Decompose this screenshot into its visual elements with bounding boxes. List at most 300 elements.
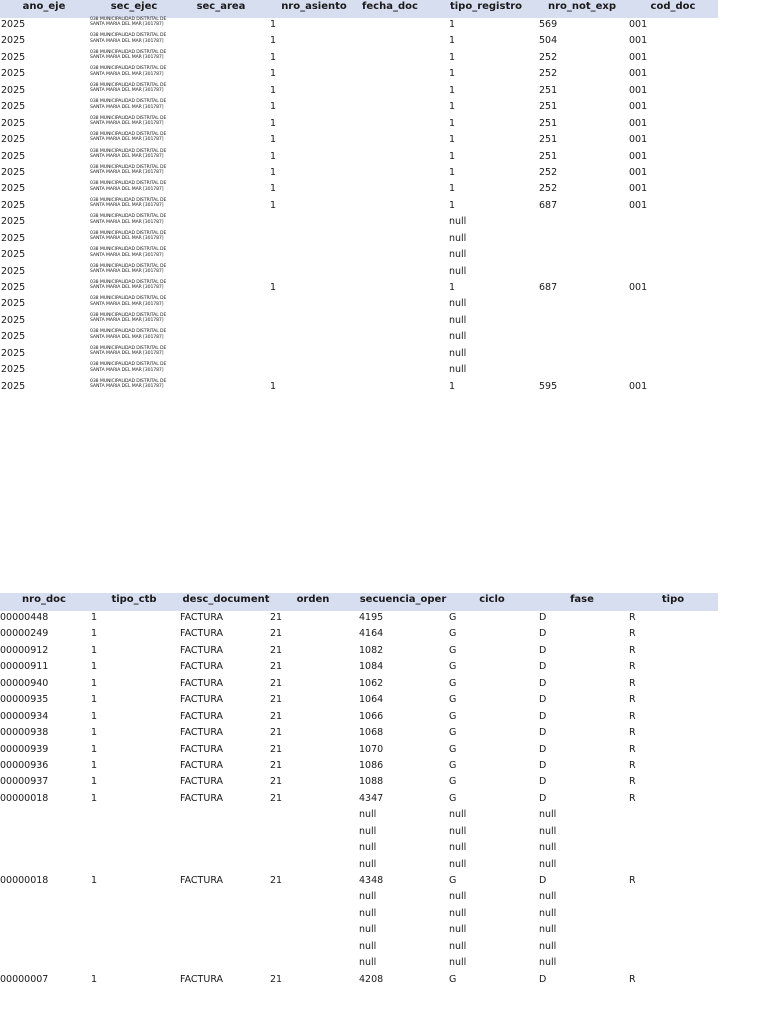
- cell-tipo-ctb: 1: [91, 628, 98, 640]
- cell-orden: 21: [270, 875, 283, 886]
- cell-cod-doc: 001: [629, 380, 648, 392]
- cell-ano-eje: 2025: [1, 314, 26, 326]
- cell-nro-not-exp: 251: [539, 117, 558, 129]
- cell-secuencia-oper: null: [359, 957, 377, 969]
- cell-fase: D: [539, 677, 547, 689]
- cell-nro-doc: 00000939: [0, 743, 49, 755]
- cell-ciclo: G: [449, 677, 457, 689]
- cell-nro-asiento: 1: [270, 84, 277, 96]
- table-row: [0, 841, 718, 857]
- cell-tipo-registro: 1: [449, 282, 456, 293]
- cell-sec-ejec: 038 MUNICIPALIDAD DISTRITAL DE SANTA MARIA DEL MAR [301787]: [90, 247, 167, 258]
- cell-sec-ejec: 038 MUNICIPALIDAD DISTRITAL DE SANTA MARIA DEL MAR [301787]: [90, 115, 167, 127]
- cell-tipo-ctb: 1: [91, 743, 98, 755]
- cell-nro-not-exp: 504: [539, 35, 558, 47]
- cell-ciclo: G: [449, 743, 457, 755]
- table-row: [0, 265, 718, 281]
- column-header-sec-ejec: sec_ejec: [110, 1, 158, 12]
- cell-tipo-registro: 1: [449, 380, 456, 392]
- column-header-tipo-ctb: tipo_ctb: [111, 594, 157, 605]
- table-row: [0, 18, 718, 34]
- cell-orden: 21: [270, 727, 283, 739]
- cell-nro-asiento: 1: [270, 19, 277, 30]
- cell-nro-asiento: 1: [270, 166, 277, 178]
- cell-cod-doc: 001: [629, 166, 648, 178]
- cell-sec-ejec: 038 MUNICIPALIDAD DISTRITAL DE SANTA MARIA DEL MAR [301787]: [90, 17, 167, 28]
- cell-nro-doc: 00000448: [0, 612, 49, 623]
- cell-cod-doc: 001: [629, 35, 648, 47]
- table-row: [0, 248, 718, 264]
- cell-nro-asiento: 1: [270, 35, 277, 47]
- column-header-desc-document: desc_document: [182, 594, 270, 605]
- cell-cod-doc: 001: [629, 150, 648, 162]
- cell-ano-eje: 2025: [1, 150, 26, 162]
- cell-sec-ejec: 038 MUNICIPALIDAD DISTRITAL DE SANTA MARIA DEL MAR [301787]: [90, 296, 167, 307]
- cell-tipo: R: [629, 759, 636, 771]
- cell-nro-doc: 00000934: [0, 710, 49, 722]
- cell-secuencia-oper: 4195: [359, 612, 384, 623]
- cell-orden: 21: [270, 677, 283, 689]
- cell-ano-eje: 2025: [1, 68, 26, 80]
- cell-ano-eje: 2025: [1, 166, 26, 178]
- cell-tipo-registro: 1: [449, 166, 456, 178]
- cell-nro-doc: 00000937: [0, 776, 49, 788]
- table-row: [0, 677, 718, 693]
- cell-sec-ejec: 038 MUNICIPALIDAD DISTRITAL DE SANTA MARIA DEL MAR [301787]: [90, 362, 167, 373]
- table-row: [0, 133, 718, 149]
- cell-nro-not-exp: 251: [539, 84, 558, 96]
- cell-fase: D: [539, 875, 547, 886]
- cell-tipo: R: [629, 677, 636, 689]
- cell-tipo-ctb: 1: [91, 973, 98, 985]
- cell-secuencia-oper: 1064: [359, 694, 384, 706]
- column-header-cod-doc: cod_doc: [650, 1, 696, 12]
- cell-nro-not-exp: 687: [539, 199, 558, 211]
- cell-tipo-registro: 1: [449, 35, 456, 47]
- column-header-nro-not-exp: nro_not_exp: [547, 1, 617, 12]
- bottom-table-body: [0, 611, 718, 989]
- table-row: [0, 84, 718, 100]
- cell-fase: D: [539, 792, 547, 804]
- cell-tipo-registro: 1: [449, 101, 456, 113]
- cell-desc-document: FACTURA: [180, 743, 224, 755]
- table-row: [0, 347, 718, 363]
- cell-ano-eje: 2025: [1, 249, 26, 261]
- table-row: [0, 314, 718, 330]
- table-row: [0, 956, 718, 972]
- top-sheet: [0, 0, 718, 396]
- cell-fase: D: [539, 661, 547, 673]
- cell-ciclo: null: [449, 957, 467, 969]
- cell-fase: null: [539, 957, 557, 969]
- cell-fase: D: [539, 710, 547, 722]
- cell-tipo-ctb: 1: [91, 792, 98, 804]
- cell-desc-document: FACTURA: [180, 694, 224, 706]
- cell-tipo-registro: 1: [449, 19, 456, 30]
- cell-sec-ejec: 038 MUNICIPALIDAD DISTRITAL DE SANTA MARIA DEL MAR [301787]: [90, 82, 167, 94]
- cell-nro-not-exp: 252: [539, 51, 558, 63]
- cell-ciclo: null: [449, 907, 467, 919]
- cell-tipo-registro: null: [449, 298, 467, 310]
- cell-nro-not-exp: 595: [539, 380, 558, 392]
- cell-tipo-ctb: 1: [91, 710, 98, 722]
- table-row: [0, 907, 718, 923]
- cell-fase: D: [539, 743, 547, 755]
- cell-tipo: R: [629, 644, 636, 656]
- cell-nro-doc: 00000912: [0, 644, 49, 656]
- cell-ciclo: G: [449, 710, 457, 722]
- cell-sec-ejec: 038 MUNICIPALIDAD DISTRITAL DE SANTA MARIA DEL MAR [301787]: [90, 66, 167, 77]
- cell-orden: 21: [270, 776, 283, 788]
- column-header-fecha-doc: fecha_doc: [362, 1, 418, 12]
- cell-orden: 21: [270, 759, 283, 771]
- table-row: [0, 150, 718, 166]
- cell-ciclo: null: [449, 825, 467, 837]
- top-table-body: [0, 18, 718, 396]
- table-row: [0, 858, 718, 874]
- table-row: [0, 874, 718, 890]
- cell-desc-document: FACTURA: [180, 776, 224, 788]
- cell-cod-doc: 001: [629, 101, 648, 113]
- cell-tipo: R: [629, 743, 636, 755]
- table-row: [0, 166, 718, 182]
- cell-cod-doc: 001: [629, 282, 648, 293]
- table-row: [0, 330, 718, 346]
- cell-nro-not-exp: 251: [539, 150, 558, 162]
- cell-nro-not-exp: 251: [539, 101, 558, 113]
- cell-sec-ejec: 038 MUNICIPALIDAD DISTRITAL DE SANTA MARIA DEL MAR [301787]: [90, 214, 167, 225]
- cell-nro-doc: 00000249: [0, 628, 49, 640]
- cell-nro-not-exp: 251: [539, 134, 558, 146]
- column-header-fase: fase: [570, 594, 594, 605]
- column-header-ciclo: ciclo: [479, 594, 505, 605]
- cell-sec-ejec: 038 MUNICIPALIDAD DISTRITAL DE SANTA MARIA DEL MAR [301787]: [90, 312, 167, 324]
- table-row: [0, 973, 718, 989]
- cell-fase: D: [539, 628, 547, 640]
- cell-cod-doc: 001: [629, 19, 648, 30]
- column-header-nro-doc: nro_doc: [22, 594, 66, 605]
- cell-nro-doc: 00000940: [0, 677, 49, 689]
- cell-nro-not-exp: 569: [539, 19, 558, 30]
- cell-fase: D: [539, 759, 547, 771]
- table-row: [0, 215, 718, 231]
- cell-tipo: R: [629, 612, 636, 623]
- cell-secuencia-oper: null: [359, 842, 377, 854]
- cell-tipo-registro: null: [449, 232, 467, 244]
- cell-secuencia-oper: null: [359, 924, 377, 936]
- column-header-orden: orden: [296, 594, 330, 605]
- cell-sec-ejec: 038 MUNICIPALIDAD DISTRITAL DE SANTA MARIA DEL MAR [301787]: [90, 33, 167, 44]
- cell-nro-not-exp: 252: [539, 68, 558, 80]
- cell-desc-document: FACTURA: [180, 661, 224, 673]
- cell-ciclo: G: [449, 776, 457, 788]
- cell-desc-document: FACTURA: [180, 792, 224, 804]
- cell-fase: D: [539, 727, 547, 739]
- cell-tipo-registro: null: [449, 314, 467, 326]
- cell-nro-doc: 00000935: [0, 694, 49, 706]
- column-header-sec-area: sec_area: [196, 1, 246, 12]
- cell-tipo-registro: 1: [449, 199, 456, 211]
- cell-desc-document: FACTURA: [180, 727, 224, 739]
- cell-secuencia-oper: 1066: [359, 710, 384, 722]
- cell-ciclo: G: [449, 661, 457, 673]
- table-row: [0, 710, 718, 726]
- cell-orden: 21: [270, 710, 283, 722]
- table-row: [0, 117, 718, 133]
- cell-secuencia-oper: 1082: [359, 644, 384, 656]
- cell-cod-doc: 001: [629, 134, 648, 146]
- cell-tipo-registro: 1: [449, 117, 456, 129]
- table-row: [0, 726, 718, 742]
- cell-orden: 21: [270, 628, 283, 640]
- cell-sec-ejec: 038 MUNICIPALIDAD DISTRITAL DE SANTA MARIA DEL MAR [301787]: [90, 132, 167, 143]
- cell-desc-document: FACTURA: [180, 875, 224, 886]
- cell-tipo-ctb: 1: [91, 644, 98, 656]
- cell-secuencia-oper: null: [359, 825, 377, 837]
- cell-tipo-ctb: 1: [91, 776, 98, 788]
- cell-tipo-ctb: 1: [91, 677, 98, 689]
- cell-ano-eje: 2025: [1, 232, 26, 244]
- cell-tipo-ctb: 1: [91, 661, 98, 673]
- cell-nro-doc: 00000018: [0, 792, 49, 804]
- cell-tipo-registro: 1: [449, 68, 456, 80]
- table-row: [0, 792, 718, 808]
- cell-orden: 21: [270, 661, 283, 673]
- cell-orden: 21: [270, 694, 283, 706]
- table-row: [0, 100, 718, 116]
- cell-cod-doc: 001: [629, 84, 648, 96]
- cell-ano-eje: 2025: [1, 265, 26, 277]
- cell-secuencia-oper: 4208: [359, 973, 384, 985]
- cell-desc-document: FACTURA: [180, 759, 224, 771]
- table-row: [0, 297, 718, 313]
- cell-secuencia-oper: 4164: [359, 628, 384, 640]
- table-row: [0, 644, 718, 660]
- cell-tipo: R: [629, 628, 636, 640]
- cell-nro-asiento: 1: [270, 134, 277, 146]
- cell-tipo-registro: 1: [449, 84, 456, 96]
- top-header-row: [0, 0, 718, 18]
- table-row: [0, 923, 718, 939]
- cell-nro-asiento: 1: [270, 183, 277, 195]
- cell-sec-ejec: 038 MUNICIPALIDAD DISTRITAL DE SANTA MARIA DEL MAR [301787]: [90, 49, 167, 61]
- cell-sec-ejec: 038 MUNICIPALIDAD DISTRITAL DE SANTA MARIA DEL MAR [301787]: [90, 263, 167, 274]
- table-row: [0, 611, 718, 627]
- table-row: [0, 693, 718, 709]
- cell-fase: D: [539, 973, 547, 985]
- cell-nro-asiento: 1: [270, 199, 277, 211]
- cell-orden: 21: [270, 973, 283, 985]
- cell-fase: null: [539, 940, 557, 952]
- cell-nro-doc: 00000911: [0, 661, 49, 673]
- cell-ano-eje: 2025: [1, 101, 26, 113]
- cell-tipo-registro: 1: [449, 183, 456, 195]
- cell-sec-ejec: 038 MUNICIPALIDAD DISTRITAL DE SANTA MARIA DEL MAR [301787]: [90, 230, 167, 242]
- cell-desc-document: FACTURA: [180, 612, 224, 623]
- cell-sec-ejec: 038 MUNICIPALIDAD DISTRITAL DE SANTA MARIA DEL MAR [301787]: [90, 280, 167, 291]
- cell-nro-doc: 00000936: [0, 759, 49, 771]
- cell-ano-eje: 2025: [1, 282, 26, 293]
- table-row: [0, 627, 718, 643]
- cell-orden: 21: [270, 743, 283, 755]
- column-header-nro-asiento: nro_asiento: [281, 1, 347, 12]
- cell-tipo: R: [629, 694, 636, 706]
- cell-sec-ejec: 038 MUNICIPALIDAD DISTRITAL DE SANTA MARIA DEL MAR [301787]: [90, 329, 167, 340]
- table-row: [0, 182, 718, 198]
- cell-tipo-registro: null: [449, 364, 467, 376]
- cell-fase: null: [539, 858, 557, 870]
- cell-nro-doc: 00000018: [0, 875, 49, 886]
- cell-tipo: R: [629, 792, 636, 804]
- bottom-sheet: [0, 593, 718, 989]
- cell-nro-doc: 00000007: [0, 973, 49, 985]
- table-row: [0, 199, 718, 215]
- cell-secuencia-oper: null: [359, 891, 377, 903]
- cell-nro-doc: 00000938: [0, 727, 49, 739]
- cell-ano-eje: 2025: [1, 347, 26, 359]
- table-row: [0, 940, 718, 956]
- cell-tipo-registro: 1: [449, 150, 456, 162]
- cell-ano-eje: 2025: [1, 216, 26, 228]
- table-row: [0, 281, 718, 297]
- table-row: [0, 51, 718, 67]
- cell-ciclo: G: [449, 612, 457, 623]
- cell-ciclo: null: [449, 809, 467, 821]
- cell-nro-not-exp: 252: [539, 166, 558, 178]
- cell-ano-eje: 2025: [1, 134, 26, 146]
- cell-secuencia-oper: null: [359, 907, 377, 919]
- cell-nro-asiento: 1: [270, 68, 277, 80]
- table-row: [0, 232, 718, 248]
- cell-tipo: R: [629, 661, 636, 673]
- cell-fase: null: [539, 809, 557, 821]
- table-row: [0, 67, 718, 83]
- table-row: [0, 775, 718, 791]
- cell-tipo-ctb: 1: [91, 727, 98, 739]
- cell-tipo: R: [629, 776, 636, 788]
- cell-secuencia-oper: 4347: [359, 792, 384, 804]
- cell-desc-document: FACTURA: [180, 644, 224, 656]
- cell-ciclo: G: [449, 628, 457, 640]
- table-row: [0, 808, 718, 824]
- cell-ciclo: G: [449, 875, 457, 886]
- cell-fase: null: [539, 825, 557, 837]
- cell-tipo-registro: null: [449, 331, 467, 343]
- cell-tipo-registro: null: [449, 216, 467, 228]
- cell-tipo: R: [629, 875, 636, 886]
- cell-ano-eje: 2025: [1, 117, 26, 129]
- column-header-secuencia-oper: secuencia_oper: [359, 594, 447, 605]
- cell-orden: 21: [270, 792, 283, 804]
- cell-cod-doc: 001: [629, 199, 648, 211]
- cell-fase: null: [539, 907, 557, 919]
- cell-secuencia-oper: null: [359, 940, 377, 952]
- column-header-tipo: tipo: [661, 594, 685, 605]
- cell-fase: null: [539, 924, 557, 936]
- cell-ano-eje: 2025: [1, 35, 26, 47]
- cell-orden: 21: [270, 612, 283, 623]
- cell-ano-eje: 2025: [1, 19, 26, 30]
- cell-ciclo: G: [449, 727, 457, 739]
- cell-tipo-ctb: 1: [91, 694, 98, 706]
- cell-ciclo: G: [449, 644, 457, 656]
- cell-tipo-ctb: 1: [91, 759, 98, 771]
- cell-sec-ejec: 038 MUNICIPALIDAD DISTRITAL DE SANTA MARIA DEL MAR [301787]: [90, 148, 167, 159]
- table-row: [0, 660, 718, 676]
- table-row: [0, 743, 718, 759]
- table-row: [0, 380, 718, 396]
- cell-tipo: R: [629, 973, 636, 985]
- cell-fase: D: [539, 776, 547, 788]
- cell-ano-eje: 2025: [1, 183, 26, 195]
- cell-ano-eje: 2025: [1, 380, 26, 392]
- cell-secuencia-oper: 1062: [359, 677, 384, 689]
- cell-ciclo: G: [449, 973, 457, 985]
- cell-orden: 21: [270, 644, 283, 656]
- cell-desc-document: FACTURA: [180, 710, 224, 722]
- cell-sec-ejec: 038 MUNICIPALIDAD DISTRITAL DE SANTA MARIA DEL MAR [301787]: [90, 345, 167, 357]
- cell-sec-ejec: 038 MUNICIPALIDAD DISTRITAL DE SANTA MARIA DEL MAR [301787]: [90, 378, 167, 390]
- cell-nro-not-exp: 687: [539, 282, 558, 293]
- cell-ciclo: G: [449, 759, 457, 771]
- table-row: [0, 34, 718, 50]
- cell-ano-eje: 2025: [1, 331, 26, 343]
- column-header-tipo-registro: tipo_registro: [449, 1, 523, 12]
- cell-sec-ejec: 038 MUNICIPALIDAD DISTRITAL DE SANTA MARIA DEL MAR [301787]: [90, 164, 167, 176]
- cell-desc-document: FACTURA: [180, 677, 224, 689]
- table-row: [0, 825, 718, 841]
- cell-cod-doc: 001: [629, 117, 648, 129]
- cell-sec-ejec: 038 MUNICIPALIDAD DISTRITAL DE SANTA MARIA DEL MAR [301787]: [90, 99, 167, 110]
- cell-tipo-registro: 1: [449, 51, 456, 63]
- cell-ciclo: null: [449, 858, 467, 870]
- table-row: [0, 890, 718, 906]
- cell-desc-document: FACTURA: [180, 628, 224, 640]
- cell-fase: D: [539, 612, 547, 623]
- cell-ano-eje: 2025: [1, 364, 26, 376]
- cell-nro-not-exp: 252: [539, 183, 558, 195]
- cell-nro-asiento: 1: [270, 51, 277, 63]
- cell-nro-asiento: 1: [270, 380, 277, 392]
- cell-tipo-registro: 1: [449, 134, 456, 146]
- cell-nro-asiento: 1: [270, 150, 277, 162]
- cell-fase: D: [539, 694, 547, 706]
- cell-nro-asiento: 1: [270, 101, 277, 113]
- cell-fase: null: [539, 842, 557, 854]
- cell-ciclo: null: [449, 891, 467, 903]
- cell-nro-asiento: 1: [270, 117, 277, 129]
- cell-secuencia-oper: 1070: [359, 743, 384, 755]
- cell-tipo: R: [629, 710, 636, 722]
- cell-ciclo: G: [449, 694, 457, 706]
- cell-tipo-registro: null: [449, 265, 467, 277]
- cell-cod-doc: 001: [629, 68, 648, 80]
- cell-tipo-ctb: 1: [91, 612, 98, 623]
- cell-ciclo: null: [449, 940, 467, 952]
- cell-ciclo: null: [449, 924, 467, 936]
- cell-ano-eje: 2025: [1, 199, 26, 211]
- cell-nro-asiento: 1: [270, 282, 277, 293]
- cell-secuencia-oper: 1068: [359, 727, 384, 739]
- cell-fase: D: [539, 644, 547, 656]
- cell-ano-eje: 2025: [1, 51, 26, 63]
- cell-ano-eje: 2025: [1, 298, 26, 310]
- cell-tipo-ctb: 1: [91, 875, 98, 886]
- cell-secuencia-oper: 4348: [359, 875, 384, 886]
- cell-secuencia-oper: 1084: [359, 661, 384, 673]
- cell-tipo-registro: null: [449, 347, 467, 359]
- cell-sec-ejec: 038 MUNICIPALIDAD DISTRITAL DE SANTA MARIA DEL MAR [301787]: [90, 197, 167, 209]
